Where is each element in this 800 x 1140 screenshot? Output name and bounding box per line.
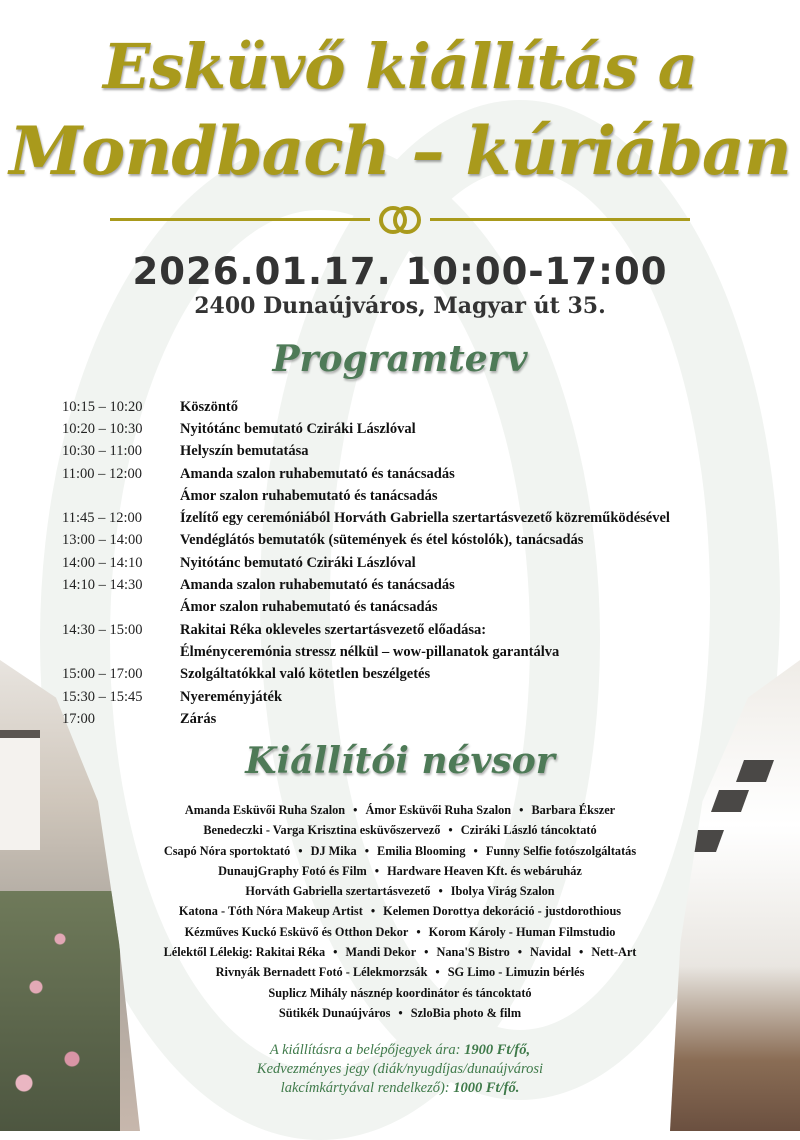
schedule-activity: Ámor szalon ruhabemutató és tanácsadás [180,599,438,616]
schedule-activity: Rakitai Réka okleveles szertartásvezető előadása: [180,621,487,638]
divider-right [430,218,690,221]
schedule-activity: Nyitótánc bemutató Cziráki Lászlóval [180,420,416,437]
schedule-activity: Élményceremónia stressz nélkül – wow-pillanatok garantálva [180,643,560,660]
exhibitor-name: SG Limo - Limuzin bérlés [447,965,585,980]
exhibitor-name: Barbara Ékszer [531,803,616,817]
schedule-row [62,552,670,574]
program-heading: Programterv [272,338,528,380]
exhibitor-name: Kelemen Dorottya dekoráció - justdorothious [383,904,622,919]
exhibitor-name: Navidal [530,945,572,960]
divider-left [110,218,370,221]
schedule-activity: Vendéglátós bemutatók (sütemények és étel kóstolók), tanácsadás [180,532,584,549]
separator-dot: • [333,945,338,960]
exhibitor-name: Ibolya Virág Szalon [450,884,555,899]
schedule-activity: Zárás [180,710,217,727]
exhibitor-name: Nett-Art [591,945,637,960]
program-schedule [62,396,670,730]
exhibitor-name: Amanda Esküvői Ruha Szalon [184,803,346,817]
exhibitor-name: Kézműves Kuckó Esküvő és Otthon Dekor [184,924,409,939]
schedule-activity: Amanda szalon ruhabemutató és tanácsadás [180,465,455,482]
exhibitor-list [0,800,800,1023]
schedule-time: 15:30 – 15:45 [62,688,143,705]
exhibitor-name: Lélektől Lélekig: Rakitai Réka [163,945,326,960]
exhibitor-line [0,800,800,820]
exhibitor-line [0,962,800,982]
exhibitor-name: Csapó Nóra sportoktató [163,843,291,858]
schedule-time: 10:20 – 10:30 [62,420,143,437]
exhibitor-line [0,841,800,861]
exhibitor-name: Katona - Tóth Nóra Makeup Artist [178,904,363,919]
exhibitors-heading: Kiállítói névsor [245,740,555,782]
schedule-row [62,507,670,529]
exhibitor-name: Suplicz Mihály násznép koordinátor és táncoktató [268,985,532,1000]
schedule-row [62,463,670,485]
schedule-activity: Szolgáltatókkal való kötetlen beszélgetés [180,666,431,683]
separator-dot: • [438,884,443,899]
schedule-activity: Nyitótánc bemutató Cziráki Lászlóval [180,554,416,571]
separator-dot: • [424,945,429,960]
schedule-activity: Nyereményjáték [180,688,283,705]
title-line-2: Mondbach – kúriában [9,112,791,190]
schedule-activity: Ámor szalon ruhabemutató és tanácsadás [180,487,438,504]
exhibitor-line [0,901,800,921]
exhibitor-name: DJ Mika [310,843,357,858]
schedule-time: 10:30 – 11:00 [62,443,143,460]
separator-dot: • [370,904,376,919]
exhibitor-name: Horváth Gabriella szertartásvezető [245,884,431,899]
exhibitor-name: SzloBia photo & film [410,1005,522,1020]
title-line-1: Esküvő kiállítás a [103,30,697,103]
exhibitor-name: Emilia Blooming [377,843,466,858]
exhibitor-line [0,881,800,901]
exhibitor-name: Rivnyák Bernadett Fotó - Lélekmorzsák [215,965,428,980]
exhibitor-line [0,820,800,840]
separator-dot: • [364,843,370,858]
schedule-time: 14:00 – 14:10 [62,554,143,571]
discount-ticket-price: 1000 Ft/fő. [453,1080,520,1096]
separator-dot: • [519,803,524,817]
separator-dot: • [398,1005,403,1020]
exhibitor-name: Sütikék Dunaújváros [278,1005,391,1020]
separator-dot: • [517,945,523,960]
schedule-time: 13:00 – 14:00 [62,532,143,549]
ticket-price: 1900 Ft/fő, [464,1042,531,1058]
exhibitor-name: Cziráki László táncoktató [460,823,597,838]
separator-dot: • [473,843,478,858]
schedule-activity: Amanda szalon ruhabemutató és tanácsadás [180,577,455,594]
schedule-row [62,574,670,596]
exhibitor-line [0,922,800,942]
schedule-time: 17:00 [62,710,96,727]
schedule-row [62,418,670,440]
exhibitor-line [0,1003,800,1023]
schedule-activity: Helyszín bemutatása [180,443,309,460]
schedule-time: 14:30 – 15:00 [62,621,143,638]
schedule-row [62,597,670,619]
separator-dot: • [579,945,584,960]
separator-dot: • [374,863,380,878]
exhibitor-name: Hardware Heaven Kft. és webáruház [387,863,582,878]
schedule-time: 10:15 – 10:20 [62,398,143,415]
exhibitor-name: Nana'S Bistro [436,945,510,960]
schedule-row [62,641,670,663]
schedule-time: 11:45 – 12:00 [62,510,143,527]
exhibitor-line [0,942,800,962]
exhibitor-name: DunaujGraphy Fotó és Film [218,863,367,878]
schedule-row [62,686,670,708]
schedule-activity: Köszöntő [180,398,238,415]
schedule-activity: Ízelítő egy ceremóniából Horváth Gabriella szertartásvezető közreműködésével [180,510,670,527]
schedule-row [62,485,670,507]
exhibitor-name: Mandi Dekor [345,945,417,960]
exhibitor-name: Korom Károly - Human Filmstudio [428,924,616,939]
separator-dot: • [448,823,453,838]
exhibitor-name: Benedeczki - Varga Krisztina esküvőszervező [203,823,441,838]
discount-ticket-label-cont: lakcímkártyával rendelkező): [280,1080,454,1096]
schedule-row [62,708,670,730]
schedule-row [62,619,670,641]
schedule-time: 14:10 – 14:30 [62,577,143,594]
schedule-row [62,664,670,686]
exhibitor-name: Ámor Esküvői Ruha Szalon [365,803,512,817]
exhibitor-line [0,983,800,1003]
exhibitor-line [0,861,800,881]
wedding-rings-icon [370,203,430,237]
exhibitor-name: Funny Selfie fotószolgáltatás [485,843,637,858]
separator-dot: • [435,965,440,980]
schedule-time: 15:00 – 17:00 [62,666,143,683]
schedule-row [62,441,670,463]
ticket-price-label: A kiállításra a belépőjegyek ára: [269,1042,465,1058]
event-date-time: 2026.01.17. 10:00-17:00 [132,250,668,293]
separator-dot: • [353,803,358,817]
event-address: 2400 Dunaújváros, Magyar út 35. [194,293,606,319]
separator-dot: • [416,924,421,939]
schedule-row [62,530,670,552]
schedule-row [62,396,670,418]
schedule-time: 11:00 – 12:00 [62,465,143,482]
discount-ticket-label: Kedvezményes jegy (diák/nyugdíjas/dunaújvárosi [256,1061,544,1077]
ticket-pricing [0,1041,800,1098]
separator-dot: • [298,843,303,858]
